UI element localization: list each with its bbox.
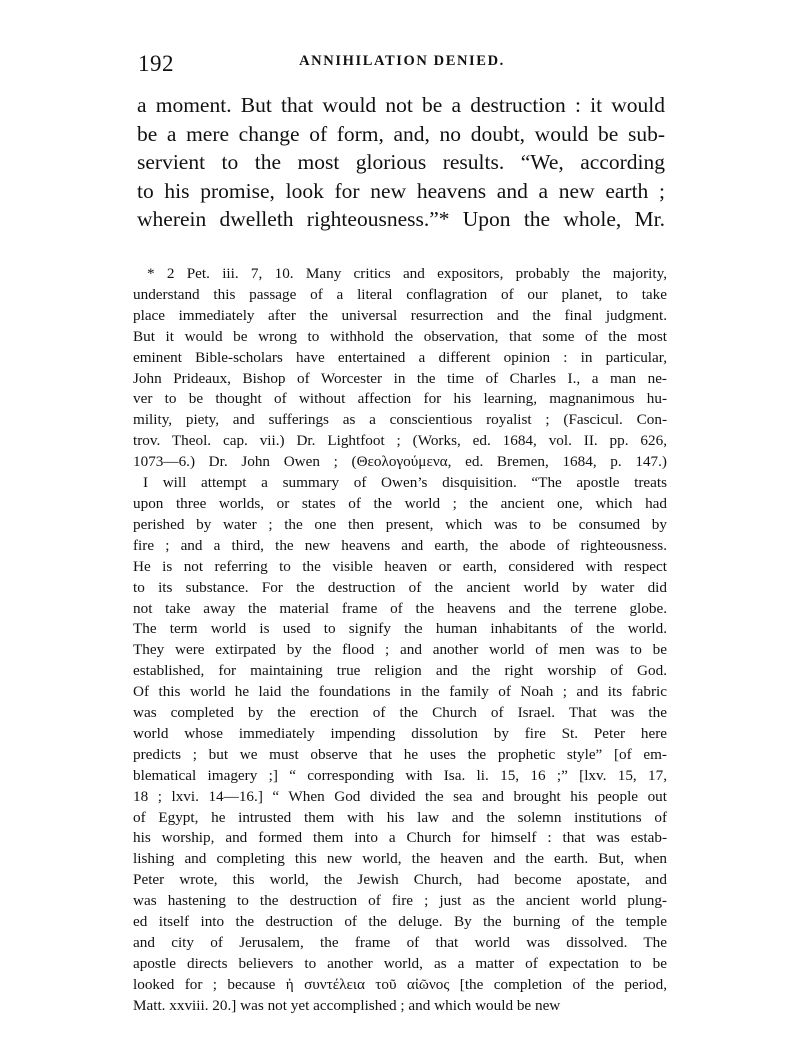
footnote-line: fire ; and a third, the new heavens and earth, the abode of righteousness. [133,536,667,554]
body-line: to his promise, look for new heavens and a new earth ; [137,178,665,203]
footnote-line: and city of Jerusalem, the frame of that world was dissolved. The [133,934,667,951]
page-number: 192 [138,51,174,76]
footnote-line: lishing and completing this new world, the heaven and the earth. But, when [133,850,667,868]
body-line: a moment. But that would not be a destruction : it would [137,93,665,117]
footnote-line: 18 ; lxvi. 14—16.] “ When God divided the sea and brought his people out [133,787,667,805]
footnote-line: trov. Theol. cap. vii.) Dr. Lightfoot ; (Works, ed. 1684, vol. II. pp. 626, [133,432,667,450]
footnote-line: understand this passage of a literal conflagration of our planet, to take [133,285,667,303]
footnote-line: of Egypt, he intrusted them with his law and the solemn institutions of [133,808,667,826]
footnote-line: ed itself into the destruction of the deluge. By the burning of the temple [133,913,667,931]
footnote-line: ver to be thought of without affection for his learning, magnanimous hu- [133,390,667,408]
footnote-line: apostle directs believers to another world, as a matter of expectation to be [133,954,667,972]
body-paragraph [137,91,665,234]
running-head [138,50,666,84]
body-line: servient to the most glorious results. “We, according [137,150,665,175]
running-title: ANNIHILATION DENIED. [299,53,505,69]
footnote-line: * 2 Pet. iii. 7, 10. Many critics and expositors, probably the majority, [147,265,667,282]
footnote-line: eminent Bible-scholars have entertained a different opinion : in particular, [133,348,667,366]
footnote-line: world whose immediately impending dissolution by fire St. Peter here [133,724,667,742]
body-line: be a mere change of form, and, no doubt, would be sub- [137,121,665,146]
footnote-line: blematical imagery ;] “ corresponding with Isa. li. 15, 16 ;” [lxv. 15, 17, [133,766,667,784]
footnote-line: predicts ; but we must observe that he uses the prophetic style” [of em- [133,745,667,763]
footnote-line: Of this world he laid the foundations in the family of Noah ; and its fabric [133,683,667,701]
footnote-line: looked for ; because ἡ συντέλεια τοῦ αἰῶνος [the completion of the period, [133,975,667,993]
footnote-line: was hastening to the destruction of fire ; just as the ancient world plung- [133,892,667,910]
footnote-line: established, for maintaining true religion and the right worship of God. [133,662,667,680]
body-line: wherein dwelleth righteousness.”* Upon the whole, Mr. [137,207,665,232]
footnote-line: mility, piety, and sufferings as a conscientious royalist ; (Fascicul. Con- [133,411,667,429]
footnote-line: But it would be wrong to withhold the observation, that some of the most [133,327,667,345]
footnote-line: perished by water ; the one then present, which was to be consumed by [133,515,667,533]
footnote-line: John Prideaux, Bishop of Worcester in the time of Charles I., a man ne- [133,369,667,387]
footnote-line: his worship, and formed them into a Church for himself : that was estab- [133,829,667,847]
footnote-line: The term world is used to signify the human inhabitants of the world. [133,620,667,638]
footnote-line: I will attempt a summary of Owen’s disquisition. “The apostle treats [143,474,667,492]
footnote-line: to its substance. For the destruction of the ancient world by water did [133,578,667,596]
footnote-line: place immediately after the universal resurrection and the final judgment. [133,306,667,324]
footnote-line: 1073—6.) Dr. John Owen ; (Θεολογούμενα, ed. Bremen, 1684, p. 147.) [133,453,667,471]
footnote [133,264,667,1017]
footnote-line: not take away the material frame of the heavens and the terrene globe. [133,599,667,617]
footnote-line: Matt. xxviii. 20.] was not yet accomplished ; and which would be new [133,996,561,1014]
footnote-line: He is not referring to the visible heaven or earth, considered with respect [133,557,667,575]
footnote-line: Peter wrote, this world, the Jewish Church, had become apostate, and [133,871,667,889]
footnote-line: upon three worlds, or states of the world ; the ancient one, which had [133,494,667,512]
footnote-line: was completed by the erection of the Church of Israel. That was the [133,704,667,722]
footnote-line: They were extirpated by the flood ; and another world of men was to be [133,641,667,659]
